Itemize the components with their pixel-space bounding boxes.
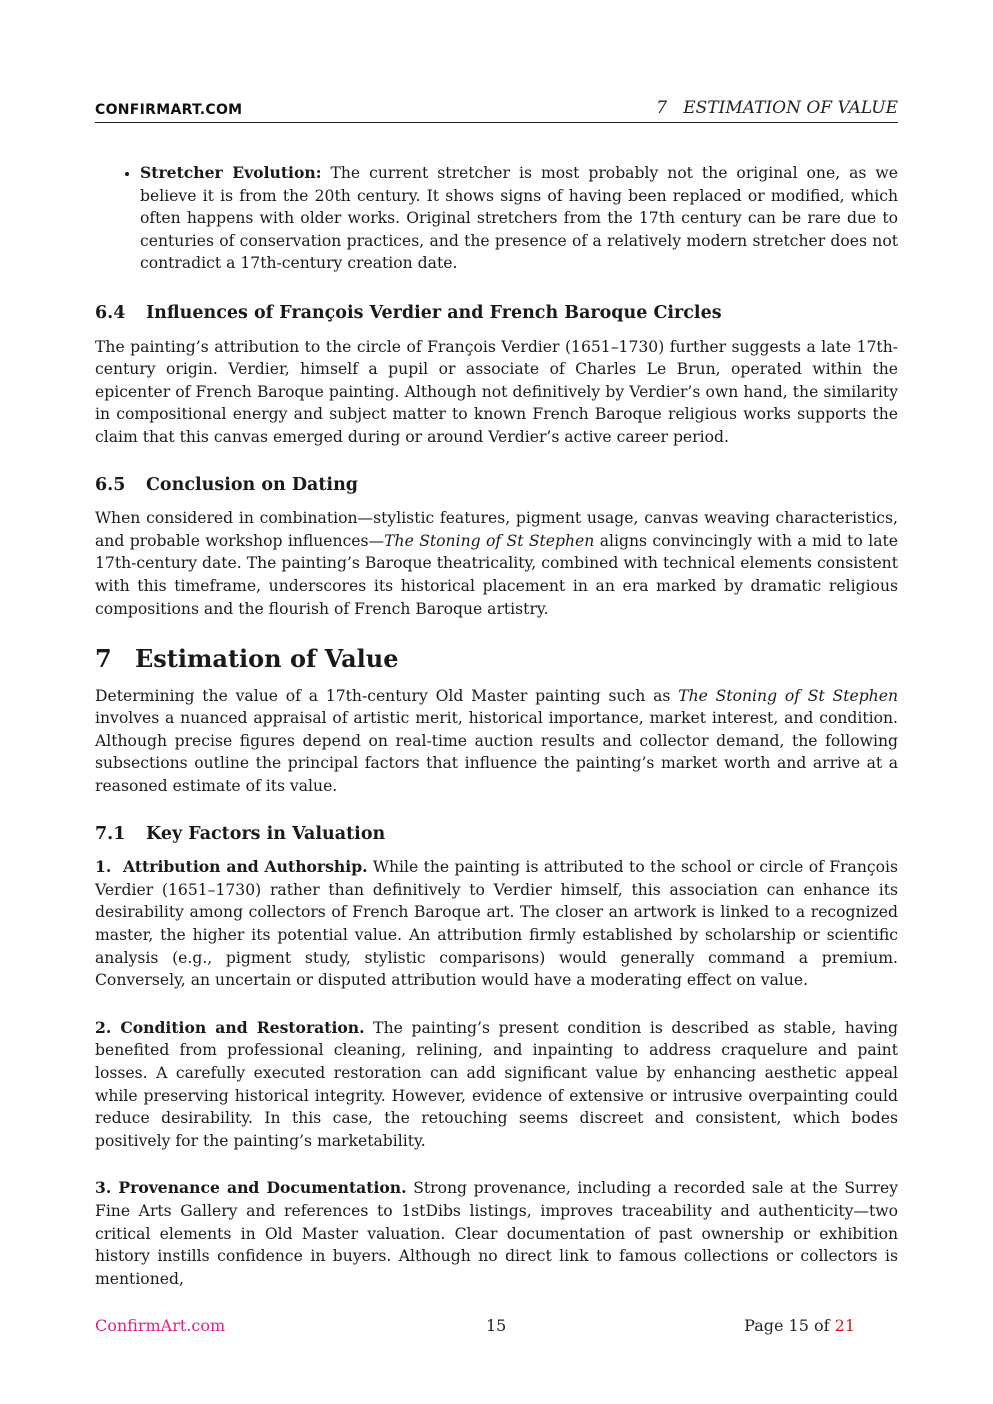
section-number: 7 [95,644,112,674]
footer-page-number: 15 [486,1316,507,1335]
page-total-link[interactable]: 21 [834,1316,855,1335]
section-heading-7 [95,644,898,674]
painting-title: The Stoning of St Stephen [678,686,898,705]
paragraph-6-4: The painting’s attribution to the circle of François Verdier (1651–1730) further suggests a late 17th-century origin. Verdier, himself a pupil or associate of Charles Le Brun, operated within the epicenter of French Baroque painting. Although not definitively by Verdier’s own hand, the similarity in compositional energy and subject matter to known French Baroque religious works supports the claim that this canvas emerged during or around Verdier’s active career period. [95,337,898,446]
factor-title: 2. Condition and Restoration. [95,1017,365,1037]
paragraph-7 [95,685,898,798]
section-title: Estimation of Value [135,644,399,674]
bullet-list [95,162,898,275]
section-heading-7-1 [95,823,898,846]
factor-text: While the painting is attributed to the school or circle of François Verdier (1651–1730) rather than definitively to Verdier himself, this association can enhance its desirability among collectors of French Baroque art. The closer an artwork is linked to a recognized master, the higher its potential value. An attribution firmly established by scholarship or scientific analysis (e.g., pigment study, stylistic comparisons) would generally command a premium. Conversely, an uncertain or disputed attribution would have a moderating effect on value. [95,858,898,990]
text-run: When considered in combination—stylistic features, pigment usage, canvas weaving characteristics, and probable workshop influences— [95,509,898,550]
factor-title: 3. Provenance and Documentation. [95,1178,407,1198]
text-run: Determining the value of a 17th-century Old Master painting such as [95,686,679,705]
section-number: 6.4 [95,302,126,323]
footer-page-count [744,1316,855,1335]
factor-paragraph-provenance [95,1177,898,1290]
footer-site-link[interactable]: ConfirmArt.com [95,1316,226,1335]
section-title: Influences of François Verdier and French Baroque Circles [146,302,722,323]
bullet-title: Stretcher Evolution: [140,163,322,182]
painting-title: The Stoning of St Stephen [384,531,595,550]
factor-paragraph-attribution [95,856,898,992]
header-logo: CONFIRMART.COM [95,102,243,118]
section-number: 7.1 [95,823,126,844]
header-section-title: 7 ESTIMATION OF VALUE [656,98,898,118]
factor-paragraph-condition [95,1017,898,1153]
paragraph-6-5 [95,507,898,620]
bullet-text: The current stretcher is most probably not the original one, as we believe it is from the 20th century. It shows signs of having been replaced or modified, which often happens with older works. Original stretchers from the 17th century can be rare due to centuries of conservation practices, and the presence of a relatively modern stretcher does not contradict a 17th-century creation date. [140,164,898,273]
text-run: aligns convincingly with a mid to late 17th-century date. The painting’s Baroque theatricality, combined with technical elements consistent with this timeframe, underscores its historical placement in an era marked by dramatic religious compositions and the flourish of French Baroque artistry. [95,531,898,618]
section-number: 6.5 [95,474,126,495]
running-header [95,98,898,123]
factor-text: The painting’s present condition is described as stable, having benefited from professional cleaning, relining, and inpainting to address craquelure and paint losses. A carefully executed restoration can add significant value by enhancing aesthetic appeal while preserving historical integrity. However, evidence of extensive or intrusive overpainting could reduce desirability. In this case, the retouching seems discreet and consistent, which bodes positively for the painting’s marketability. [95,1018,898,1150]
section-title: Key Factors in Valuation [146,823,386,844]
section-heading-6-5 [95,474,898,497]
factor-text: Strong provenance, including a recorded sale at the Surrey Fine Arts Gallery and references to 1stDibs listings, improves traceability and authenticity—two critical elements in Old Master valuation. Clear documentation of past ownership or exhibition history instills confidence in buyers. Although no direct link to famous collections or collectors is mentioned, [95,1179,899,1288]
factor-title: 1. Attribution and Authorship. [95,857,368,877]
list-item [140,162,898,275]
text-run: involves a nuanced appraisal of artistic merit, historical importance, market interest, and condition. Although precise figures depend on real-time auction results and collector demand, the following subsections outline the principal factors that influence the painting’s market worth and arrive at a reasoned estimate of its value. [95,709,898,796]
page-label: Page 15 of [744,1316,835,1335]
section-heading-6-4 [95,302,898,325]
page-content [95,162,898,1290]
section-title: Conclusion on Dating [146,474,359,495]
